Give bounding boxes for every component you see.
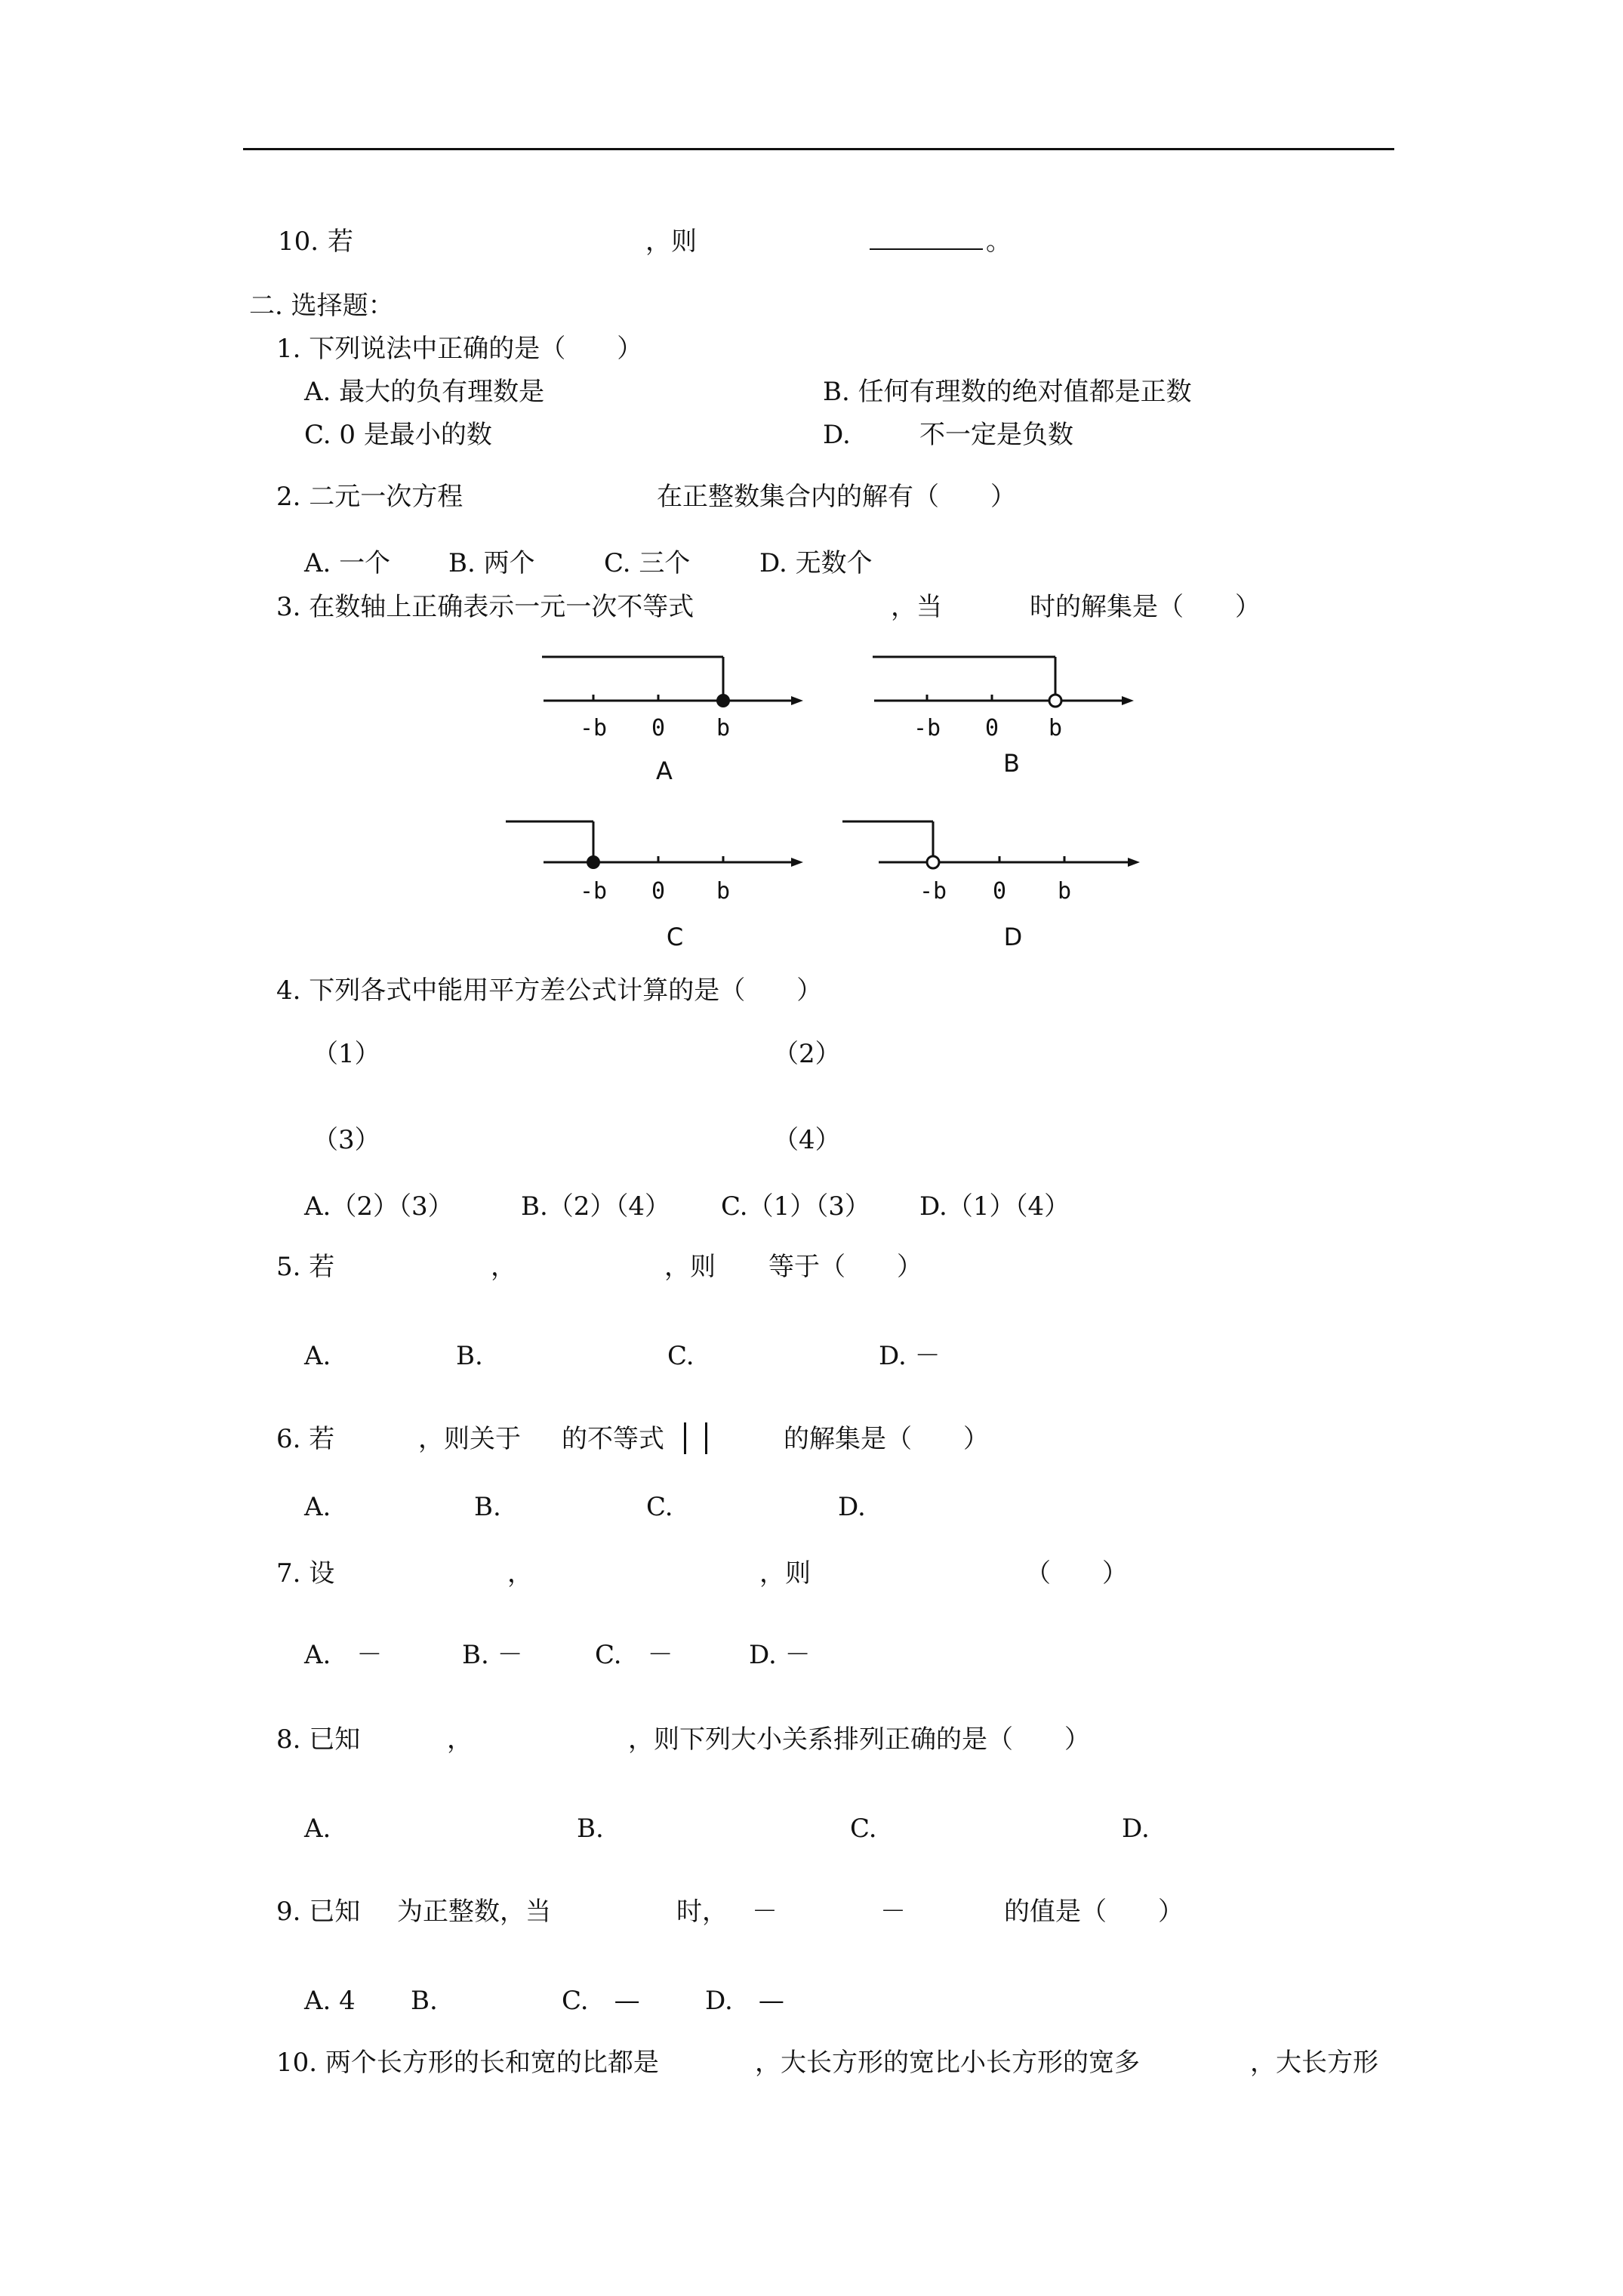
q7-stem-1: 7. 设 [276,1558,335,1589]
number-line-option-d[interactable] [842,814,1144,957]
q5-stem-3: ，则 [664,1252,716,1282]
q6-option-d[interactable]: D. [838,1492,866,1522]
option-caption: C [666,923,684,951]
q7-option-a[interactable]: A. － [304,1640,383,1670]
q3-stem-3: 时的解集是（ ） [1030,592,1261,622]
tick-label: b [716,715,731,741]
q7-option-d[interactable]: D. － [749,1640,811,1670]
tick-label: b [1057,878,1072,905]
option-caption: D [1003,923,1023,951]
q8-stem-2: ， [447,1724,473,1755]
fill-q10-text2: ，则 [645,227,697,257]
section-title: 二. 选择题： [249,291,394,321]
q9-stem-4: 的值是（ ） [1004,1897,1184,1927]
fill-q10-number: 10. [278,227,319,257]
q6-stem-2: ，则关于 [418,1424,521,1454]
option-caption: A [656,757,673,785]
q4-option-b[interactable]: B.（2）（4） [521,1191,671,1222]
q3-stem-2: ，当 [891,592,942,622]
number-line-option-a[interactable] [542,649,806,793]
q5-option-b[interactable]: B. [456,1341,483,1371]
tick-label: b [1048,715,1063,741]
q3-stem-1: 3. 在数轴上正确表示一元一次不等式 [276,592,694,622]
q4-item-2: （2） [773,1039,841,1069]
q8-stem-1: 8. 已知 [276,1724,361,1755]
q2-option-a[interactable]: A. 一个 [304,548,391,578]
q9-option-c[interactable]: C. — [562,1986,640,2016]
q4-option-c[interactable]: C.（1）（3） [721,1191,870,1222]
q1-option-d[interactable]: D. [823,420,851,450]
q8-option-a[interactable]: A. [304,1814,331,1844]
q2-option-c[interactable]: C. 三个 [604,548,691,578]
q9-stem-1: 9. 已知 [276,1897,361,1927]
q8-option-b[interactable]: B. [577,1814,604,1844]
q2-option-d[interactable]: D. 无数个 [759,548,873,578]
q5-stem-1: 5. 若 [276,1252,335,1282]
q5-stem-4: 等于（ ） [768,1252,922,1282]
q8-option-c[interactable]: C. [850,1814,877,1844]
q1-option-d-text: 不一定是负数 [919,420,1073,450]
tick-label: -b [579,715,608,741]
header-rule [243,148,1394,150]
q9-option-b[interactable]: B. [411,1986,438,2016]
q6-option-a[interactable]: A. [304,1492,331,1522]
tick-label: 0 [651,715,666,741]
abs-bar-right [705,1422,707,1454]
q4-option-d[interactable]: D.（1）（4） [919,1191,1070,1222]
tick-label: 0 [992,878,1007,905]
q6-stem-3: 的不等式 [562,1424,664,1454]
q10-stem-2: ，大长方形的宽比小长方形的宽多 [755,2048,1140,2078]
tick-label: b [716,878,731,905]
q4-item-1: （1） [313,1039,380,1069]
open-endpoint-icon [1049,695,1061,707]
q2-option-b[interactable]: B. 两个 [448,548,535,578]
option-caption: B [1003,749,1020,778]
q7-option-c[interactable]: C. － [595,1640,673,1670]
q5-option-a[interactable]: A. [304,1341,331,1371]
q2-stem-2: 在正整数集合内的解有（ ） [657,482,1016,512]
number-line-option-c[interactable] [506,814,808,957]
q4-item-4: （4） [773,1125,841,1155]
q4-item-3: （3） [313,1125,380,1155]
fill-q10-text1: 若 [328,227,353,257]
q9-option-d[interactable]: D. — [705,1986,784,2016]
q4-option-a[interactable]: A.（2）（3） [304,1191,454,1222]
number-line-option-b[interactable] [873,649,1137,793]
q10-stem-1: 10. 两个长方形的长和宽的比都是 [276,2048,659,2078]
fill-q10-tail: 。 [986,227,1012,257]
closed-endpoint-icon [587,855,600,869]
abs-bar-left [684,1422,686,1454]
q7-stem-2: ， [507,1558,533,1589]
q1-option-a[interactable]: A. 最大的负有理数是 [304,377,545,407]
tick-label: -b [919,878,947,905]
tick-label: 0 [984,715,999,741]
q1-option-c[interactable]: C. 0 是最小的数 [304,420,492,450]
q6-stem-4: 的解集是（ ） [784,1424,989,1454]
q7-option-b[interactable]: B. － [462,1640,523,1670]
q9-stem-2: 为正整数，当 [397,1897,551,1927]
q7-stem-3: ，则 [759,1558,811,1589]
closed-endpoint-icon [716,694,730,707]
q1-stem: 1. 下列说法中正确的是（ ） [276,334,643,364]
q4-stem: 4. 下列各式中能用平方差公式计算的是（ ） [276,975,823,1006]
q5-option-d[interactable]: D. － [879,1341,941,1371]
q7-stem-4: （ ） [1025,1558,1128,1589]
q9-minus-2: － [880,1897,906,1927]
q1-option-b[interactable]: B. 任何有理数的绝对值都是正数 [823,377,1192,407]
q9-option-a[interactable]: A. 4 [304,1986,356,2016]
tick-label: -b [913,715,941,741]
q9-minus-1: － [752,1897,778,1927]
q9-stem-3: 时， [676,1897,728,1927]
q6-option-c[interactable]: C. [646,1492,673,1522]
q5-option-c[interactable]: C. [667,1341,694,1371]
q8-stem-3: ，则下列大小关系排列正确的是（ ） [628,1724,1090,1755]
q8-option-d[interactable]: D. [1122,1814,1150,1844]
q2-stem-1: 2. 二元一次方程 [276,482,463,512]
open-endpoint-icon [927,856,939,868]
tick-label: -b [579,878,608,905]
q6-stem-1: 6. 若 [276,1424,335,1454]
fill-q10-answer-blank[interactable] [870,227,983,257]
q10-stem-3: ，大长方形 [1250,2048,1378,2078]
q5-stem-2: ， [491,1252,516,1282]
q6-option-b[interactable]: B. [474,1492,501,1522]
tick-label: 0 [651,878,666,905]
